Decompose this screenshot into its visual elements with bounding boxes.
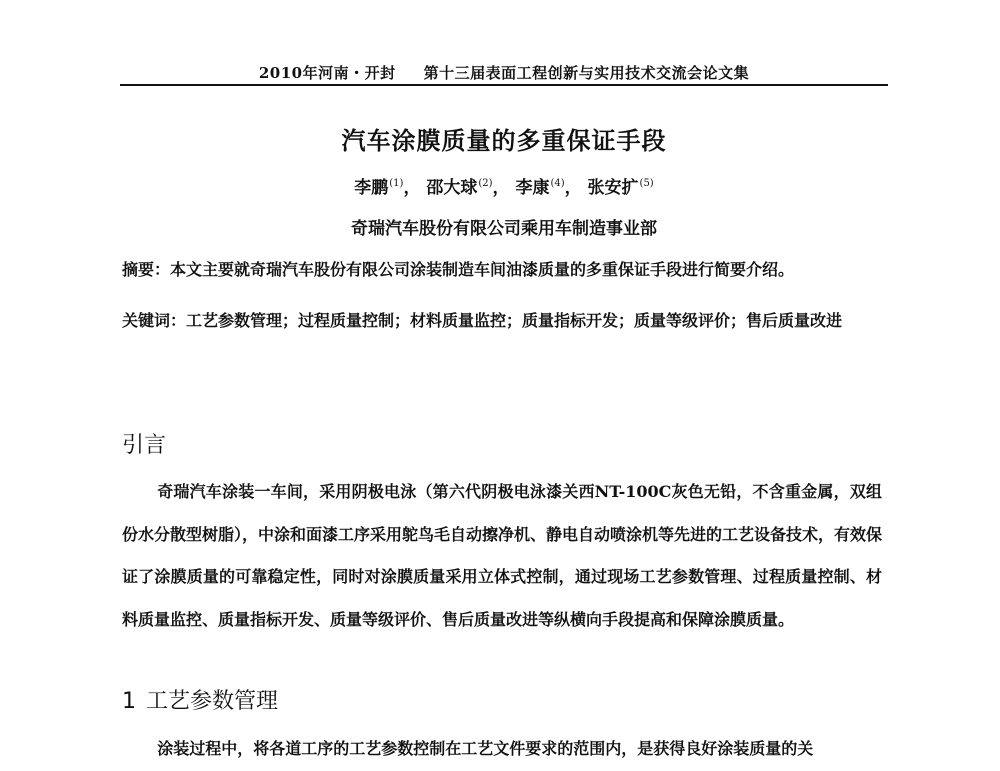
section-heading-1 xyxy=(122,684,278,715)
running-header xyxy=(120,62,888,83)
section-number: 1 xyxy=(122,689,136,714)
section-title: 工艺参数管理 xyxy=(146,689,279,714)
section1-paragraph: 涂装过程中，将各道工序的工艺参数控制在工艺文件要求的范围内，是获得良好涂装质量的关 xyxy=(157,739,814,758)
author-list xyxy=(120,173,888,198)
proceedings-title: 第十三届表面工程创新与实用技术交流会论文集 xyxy=(423,64,750,82)
author-affiliation-mark: (1) xyxy=(389,178,404,189)
conference-location: 2010年河南・开封 xyxy=(258,64,396,82)
affiliation: 奇瑞汽车股份有限公司乘用车制造事业部 xyxy=(351,219,657,239)
keywords: 关键词：工艺参数管理；过程质量控制；材料质量监控；质量指标开发；质量等级评价；售后质量改进 xyxy=(122,311,843,330)
section-heading-intro: 引言 xyxy=(122,433,167,458)
author: 张安扩$^{(5)}$ xyxy=(587,178,654,198)
abstract: 摘要：本文主要就奇瑞汽车股份有限公司涂装制造车间油漆质量的多重保证手段进行简要介绍。 xyxy=(122,260,795,279)
intro-paragraph: 奇瑞汽车涂装一车间，采用阴极电泳（第六代阴极电泳漆关西NT-100C灰色无铅，不含重金属，双组份水分散型树脂），中涂和面漆工序采用鸵鸟毛自动擦净机、静电自动喷涂机等先进的工艺设备技术，有效保证了涂膜质量的可靠稳定性，同时对涂膜质量采用立体式控制，通过现场工艺参数管理、过程质量控制、材料质量监控、质量指标开发、质量等级评价、售后质量改进等纵横向手段提高和保障涂膜质量。 xyxy=(122,482,883,629)
paper-title: 汽车涂膜质量的多重保证手段 xyxy=(341,126,667,155)
author-affiliation-mark: (5) xyxy=(639,178,654,189)
author-affiliation-mark: (4) xyxy=(550,178,565,189)
author-affiliation-mark: (2) xyxy=(478,178,493,189)
author: 邵大球$^{(2)}$， xyxy=(426,178,510,198)
author: 李鹏$^{(1)}$， xyxy=(354,178,421,198)
author: 李康$^{(4)}$， xyxy=(515,178,582,198)
header-rule xyxy=(120,84,888,86)
